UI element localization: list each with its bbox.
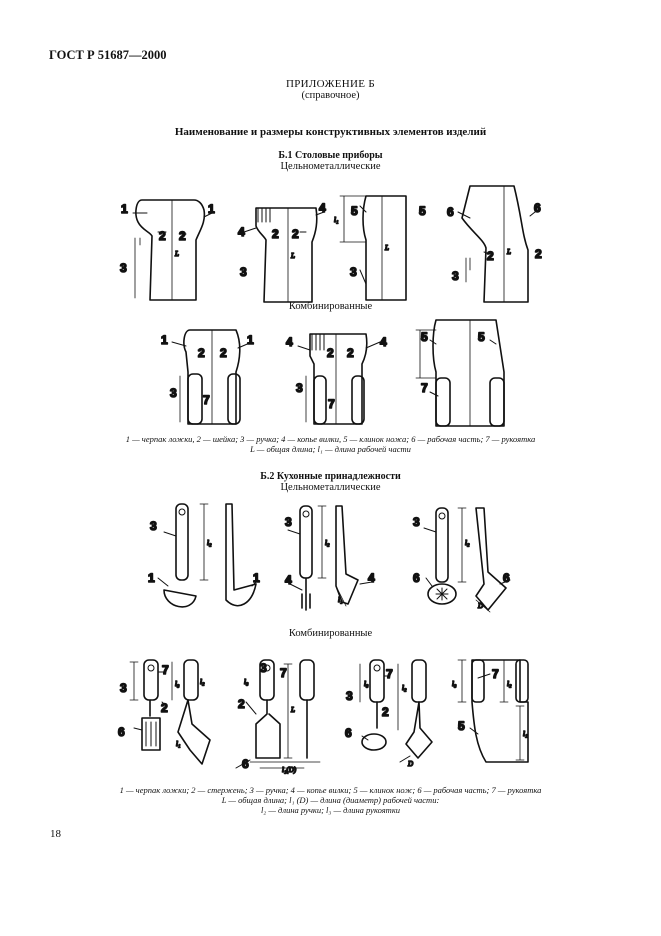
callout-2: 2 (198, 346, 205, 360)
dim-L-label: L (507, 248, 511, 256)
callout-7: 7 (421, 381, 428, 395)
callout-1: 1 (121, 202, 128, 216)
callout-3: 3 (296, 381, 303, 395)
callout-4: 4 (285, 573, 292, 587)
callout-2: 2 (292, 227, 299, 241)
callout-6: 6 (345, 726, 352, 740)
callout-3: 3 (413, 515, 420, 529)
dim-l1D-label: l₁(D) (282, 766, 297, 774)
b2-combined-spatula-drawing (130, 660, 210, 764)
callout-3: 3 (260, 661, 267, 675)
callout-3: 3 (170, 386, 177, 400)
callout-1: 1 (253, 571, 260, 585)
dim-l3-label: l₃ (364, 680, 369, 688)
dim-l1-label: l₁ (338, 596, 343, 604)
b1-combined-spoon-drawing (172, 330, 252, 424)
callout-5: 5 (478, 330, 485, 344)
callout-4: 4 (319, 201, 326, 215)
dim-l2-label: l₂ (402, 684, 407, 692)
dim-l1-label: l₁ (523, 730, 528, 738)
callout-3: 3 (346, 689, 353, 703)
section-title: Наименование и размеры конструктивных элементов изделий (174, 126, 487, 138)
callout-3: 3 (452, 269, 459, 283)
callout-4: 4 (380, 335, 387, 349)
b1-knife-drawing (340, 196, 406, 300)
b1-legend-line1: 1 — черпак ложки, 2 — шейка; 3 — ручка; 4 — копье вилки, 5 — клинок ножа; 6 — рабочая часть; 7 — рукоятка (125, 434, 536, 444)
callout-4: 4 (368, 571, 375, 585)
b2-combined-skimmer-drawing (360, 660, 432, 762)
b2-combined-turner-drawing (236, 660, 320, 768)
dim-L-label: L (291, 706, 295, 714)
callout-2: 2 (179, 229, 186, 243)
dim-l2-label: l₂ (465, 539, 470, 547)
callout-3: 3 (120, 261, 127, 275)
dim-l2-label: l₂ (207, 539, 212, 547)
dim-l3-label: l₃ (244, 678, 249, 686)
callout-2: 2 (272, 227, 279, 241)
callout-2: 2 (327, 346, 334, 360)
callout-1: 1 (161, 333, 168, 347)
b2-legend-line3: l₂ — длина ручки; l₃ — длина рукоятки (260, 805, 401, 815)
callout-4: 4 (238, 225, 245, 239)
b1-legend-line2: L — общая длина; l₁ — длина рабочей части (250, 444, 411, 454)
callout-3: 3 (150, 519, 157, 533)
dim-L-label: L (385, 244, 389, 252)
callout-3: 3 (285, 515, 292, 529)
dim-l3-label: l₃ (175, 680, 180, 688)
callout-3: 3 (240, 265, 247, 279)
callout-4: 4 (286, 335, 293, 349)
callout-6: 6 (242, 757, 249, 771)
b1-server-drawing (458, 186, 540, 302)
b2-legend-line1: 1 — черпак ложки; 2 — стержень; 3 — ручка; 4 — копье вилки; 5 — клинок нож; 6 — рабочая часть; 7 — рукоятка (119, 785, 542, 795)
callout-7: 7 (203, 393, 210, 407)
dim-l3-label: l₃ (452, 680, 457, 688)
callout-3: 3 (120, 681, 127, 695)
dim-l1-label: l₁ (176, 740, 181, 748)
dim-D-label: D (478, 602, 484, 610)
dim-l2-label: l₂ (325, 539, 330, 547)
b1-combined-knife-drawing (416, 320, 504, 426)
callout-7: 7 (280, 666, 287, 680)
callout-7: 7 (328, 397, 335, 411)
dim-l2-label: l₂ (200, 678, 205, 686)
callout-6: 6 (118, 725, 125, 739)
b1-spoon-drawing (133, 200, 212, 300)
page-number: 18 (50, 828, 61, 840)
b1-combined-label: Комбинированные (288, 301, 373, 312)
b1-combined-fork-drawing (298, 334, 380, 424)
dim-L-label: L (175, 250, 179, 258)
dim-l1-label: l₁ (334, 216, 339, 224)
dim-L-label: L (291, 252, 295, 260)
callout-7: 7 (492, 667, 499, 681)
b2-title: Б.2 Кухонные принадлежности (260, 471, 401, 482)
callout-2: 2 (159, 229, 166, 243)
b2-fork-drawing (288, 506, 372, 610)
callout-5: 5 (458, 719, 465, 733)
callout-1: 1 (208, 202, 215, 216)
callout-7: 7 (386, 667, 393, 681)
b1-one-piece-label: Цельнометаллические (280, 161, 381, 172)
callout-7: 7 (162, 663, 169, 677)
callout-6: 6 (503, 571, 510, 585)
callout-1: 1 (247, 333, 254, 347)
b1-title: Б.1 Столовые приборы (278, 150, 383, 161)
callout-6: 6 (413, 571, 420, 585)
callout-1: 1 (148, 571, 155, 585)
annex-title: ПРИЛОЖЕНИЕ Б (286, 78, 375, 90)
callout-2: 2 (238, 697, 245, 711)
callout-2: 2 (487, 249, 494, 263)
callout-6: 6 (447, 205, 454, 219)
dim-D-label: D (408, 760, 414, 768)
callout-2: 2 (535, 247, 542, 261)
callout-5: 5 (419, 204, 426, 218)
callout-2: 2 (161, 701, 168, 715)
callout-2: 2 (382, 705, 389, 719)
b2-skimmer-drawing (424, 508, 510, 612)
callout-5: 5 (421, 330, 428, 344)
callout-5: 5 (351, 204, 358, 218)
callout-2: 2 (220, 346, 227, 360)
b2-combined-label: Комбинированные (288, 628, 373, 639)
annex-subtitle: (справочное) (301, 90, 360, 101)
callout-6: 6 (534, 201, 541, 215)
callout-3: 3 (350, 265, 357, 279)
b2-one-piece-label: Цельнометаллические (280, 482, 381, 493)
b2-ladle-drawing (158, 504, 258, 607)
callout-2: 2 (347, 346, 354, 360)
b2-legend-line2: L — общая длина; l₁ (D) — длина (диаметр) рабочей части: (221, 795, 440, 805)
b1-fork-drawing (244, 208, 324, 302)
document-header: ГОСТ Р 51687—2000 (49, 48, 167, 62)
dim-l2-label: l₂ (507, 680, 512, 688)
